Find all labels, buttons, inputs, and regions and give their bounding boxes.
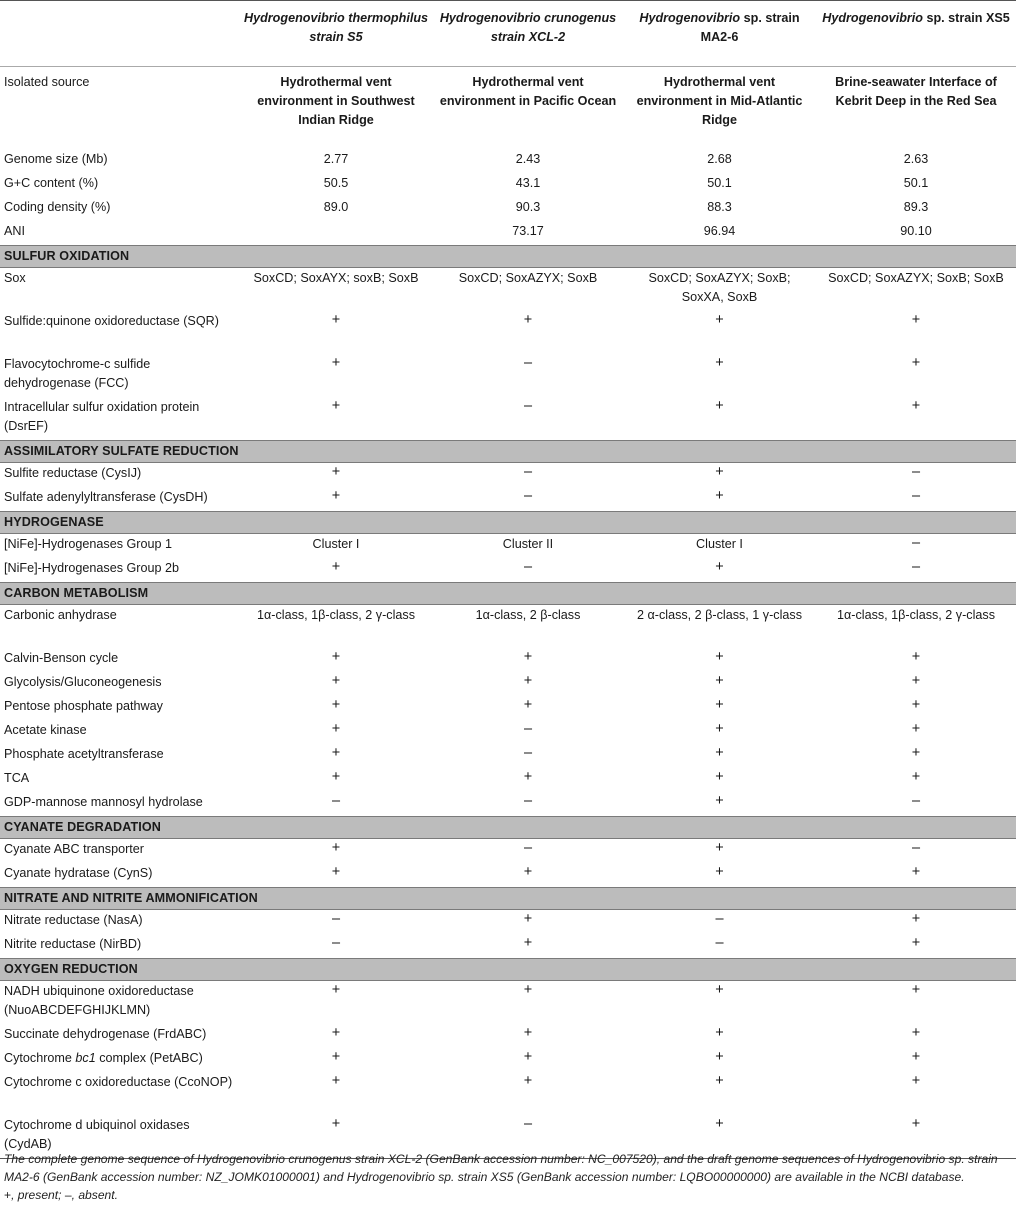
row-label: [NiFe]-Hydrogenases Group 2b	[4, 561, 179, 575]
row-label: Calvin-Benson cycle	[4, 651, 119, 665]
source-c1: Hydrothermal vent environment in Southwest Indian Ridge	[257, 75, 415, 127]
row-label: Cytochrome bc1 complex (PetABC)	[4, 1051, 203, 1065]
value-cell: +	[331, 1073, 341, 1089]
value-cell: +	[715, 1073, 724, 1089]
value-cell: +	[715, 745, 724, 761]
value-cell: +	[715, 649, 724, 665]
section-title: HYDROGENASE	[0, 512, 1016, 534]
value-cell: +	[911, 649, 921, 665]
row-label: Cytochrome c oxidoreductase (CcoNOP)	[4, 1075, 233, 1089]
value-cell: SoxCD; SoxAZYX; SoxB; SoxB	[828, 271, 1004, 285]
value-cell: +	[715, 982, 724, 998]
value-cell: 2.77	[323, 152, 349, 166]
value-cell: +	[911, 935, 921, 951]
row-label: Cyanate ABC transporter	[4, 842, 145, 856]
row-label: Phosphate acetyltransferase	[4, 747, 164, 761]
row-label: Succinate dehydrogenase (FrdABC)	[4, 1027, 207, 1041]
legend-minus-text: , absent.	[71, 1188, 118, 1202]
section-title: OXYGEN REDUCTION	[0, 959, 1016, 981]
general-rows	[0, 149, 1016, 246]
row-label: Cyanate hydratase (CynS)	[4, 866, 153, 880]
table-row	[0, 534, 1016, 559]
row-label: GDP-mannose mannosyl hydrolase	[4, 795, 203, 809]
table-row	[0, 558, 1016, 583]
value-cell: +	[911, 673, 921, 689]
row-label: Sulfite reductase (CysIJ)	[4, 466, 142, 480]
row-label: Glycolysis/Gluconeogenesis	[4, 675, 162, 689]
header-col1: Hydrogenovibrio thermophilus strain S5	[239, 1, 433, 67]
table-row	[0, 910, 1016, 935]
value-cell: +	[715, 697, 724, 713]
section-title: CARBON METABOLISM	[0, 583, 1016, 605]
value-cell: +	[911, 1073, 921, 1089]
value-cell: +	[331, 864, 341, 880]
table-row	[0, 863, 1016, 888]
table-row	[0, 696, 1016, 720]
row-label: Intracellular sulfur oxidation protein (DsrEF)	[4, 400, 200, 433]
section-title: ASSIMILATORY SULFATE REDUCTION	[0, 441, 1016, 463]
value-cell: +	[331, 673, 341, 689]
table-row	[0, 1024, 1016, 1048]
table-row	[0, 839, 1016, 864]
table-row	[0, 934, 1016, 959]
value-cell: –	[911, 535, 921, 551]
value-cell: +	[331, 840, 341, 856]
table-row	[0, 605, 1016, 649]
value-cell: –	[331, 911, 341, 927]
value-cell: –	[523, 793, 533, 809]
table-row	[0, 397, 1016, 441]
value-cell: –	[433, 1115, 623, 1159]
value-cell: +	[523, 982, 533, 998]
value-cell: –	[523, 745, 533, 761]
value-cell: +	[523, 1049, 533, 1065]
value-cell: +	[523, 911, 533, 927]
value-cell: –	[523, 464, 533, 480]
value-cell: 2.43	[515, 152, 541, 166]
row-label: Nitrate reductase (NasA)	[4, 913, 143, 927]
value-cell: +	[715, 312, 724, 328]
value-cell: 73.17	[512, 224, 544, 238]
section-header	[0, 959, 1016, 981]
row-label: [NiFe]-Hydrogenases Group 1	[4, 537, 172, 551]
value-cell: –	[911, 488, 921, 504]
table-row	[0, 221, 1016, 246]
row-label: Flavocytochrome-c sulfide dehydrogenase (FCC)	[4, 357, 151, 390]
row-label: Sox	[4, 271, 26, 285]
value-cell: +	[911, 769, 921, 785]
table-row	[0, 981, 1016, 1025]
value-cell: 2.68	[707, 152, 732, 166]
value-cell: –	[523, 559, 533, 575]
section-title: CYANATE DEGRADATION	[0, 817, 1016, 839]
value-cell: +	[715, 864, 724, 880]
value-cell: +	[523, 312, 533, 328]
value-cell: +	[911, 1025, 921, 1041]
value-cell: +	[715, 355, 724, 371]
source-c2: Hydrothermal vent environment in Pacific Ocean	[439, 75, 617, 108]
value-cell: –	[523, 355, 533, 371]
row-label: ANI	[4, 224, 25, 238]
table-row	[0, 720, 1016, 744]
value-cell: 1α-class, 1β-class, 2 γ-class	[257, 608, 415, 622]
table-row	[0, 744, 1016, 768]
value-cell: +	[715, 1025, 724, 1041]
value-cell: 1α-class, 2 β-class	[475, 608, 581, 622]
value-cell: +	[816, 1115, 1016, 1159]
value-cell: +	[331, 355, 341, 371]
table-footnote	[4, 1150, 1010, 1204]
value-cell: 96.94	[703, 224, 736, 238]
nitrate-nitrite-ammonification-section	[0, 888, 1016, 959]
value-cell: –	[911, 464, 921, 480]
value-cell: +	[331, 649, 341, 665]
value-cell: +	[911, 745, 921, 761]
legend-plus: +	[4, 1188, 12, 1202]
value-cell: +	[331, 769, 341, 785]
value-cell: +	[911, 1049, 921, 1065]
value-cell: +	[331, 697, 341, 713]
row-label: Cytochrome d ubiquinol oxidases (CydAB)	[0, 1115, 239, 1159]
value-cell: +	[331, 464, 341, 480]
value-cell: 89.3	[903, 200, 929, 214]
row-label: TCA	[4, 771, 30, 785]
value-cell: +	[523, 935, 533, 951]
header-col3: Hydrogenovibrio sp. strain MA2-6	[623, 1, 816, 67]
row-label: NADH ubiquinone oxidoreductase (NuoABCDEFGHIJKLMN)	[4, 984, 194, 1017]
row-label: Pentose phosphate pathway	[4, 699, 163, 713]
value-cell: –	[911, 840, 921, 856]
value-cell: +	[715, 769, 724, 785]
value-cell: +	[911, 982, 921, 998]
table-row	[0, 173, 1016, 197]
value-cell: +	[523, 673, 533, 689]
table-row	[0, 149, 1016, 173]
row-label: Coding density (%)	[4, 200, 111, 214]
value-cell: –	[523, 721, 533, 737]
header-col2: Hydrogenovibrio crunogenus strain XCL-2	[433, 1, 623, 67]
value-cell: +	[623, 1115, 816, 1159]
value-cell: +	[523, 649, 533, 665]
value-cell: +	[331, 1049, 341, 1065]
value-cell: +	[715, 840, 724, 856]
value-cell: +	[715, 559, 724, 575]
value-cell: +	[523, 864, 533, 880]
row-label: Nitrite reductase (NirBD)	[4, 937, 142, 951]
value-cell	[239, 221, 433, 246]
value-cell: 90.10	[900, 224, 932, 238]
value-cell: +	[911, 355, 921, 371]
legend-plus-text: , present;	[11, 1188, 65, 1202]
table-row	[0, 672, 1016, 696]
sulfur-oxidation-section	[0, 246, 1016, 441]
value-cell: +	[715, 721, 724, 737]
section-header	[0, 583, 1016, 605]
table-row	[0, 1072, 1016, 1115]
source-c4: Brine-seawater Interface of Kebrit Deep in the Red Sea	[835, 75, 997, 108]
section-header	[0, 512, 1016, 534]
section-title: SULFUR OXIDATION	[0, 246, 1016, 268]
value-cell: +	[911, 864, 921, 880]
hydrogenase-section	[0, 512, 1016, 583]
value-cell: +	[331, 559, 341, 575]
value-cell: 90.3	[515, 200, 541, 214]
value-cell: –	[715, 911, 724, 927]
section-header	[0, 888, 1016, 910]
value-cell: +	[715, 1049, 724, 1065]
value-cell: +	[715, 398, 724, 414]
section-header	[0, 246, 1016, 268]
value-cell: +	[523, 1025, 533, 1041]
value-cell: 43.1	[515, 176, 541, 190]
table-row	[0, 197, 1016, 221]
cyanate-degradation-section	[0, 817, 1016, 888]
value-cell: 1α-class, 1β-class, 2 γ-class	[837, 608, 995, 622]
section-header	[0, 441, 1016, 463]
value-cell: 88.3	[707, 200, 732, 214]
footnote-text: The complete genome sequence of Hydrogenovibrio crunogenus strain XCL-2 (GenBank accession number: NC_007520), and the draft genome sequences of Hydrogenovibrio sp. strain MA2-6 (GenBank accession number: NZ_JOMK01000001) and Hydrogenovibrio sp. strain XS5 (GenBank accession number: LQBO00000000) are available in the NCBI database.	[4, 1152, 998, 1184]
value-cell: SoxCD; SoxAZYX; SoxB; SoxXA, SoxB	[648, 271, 791, 304]
value-cell: +	[911, 721, 921, 737]
table-row	[0, 463, 1016, 488]
value-cell: SoxCD; SoxAZYX; SoxB	[458, 271, 598, 285]
value-cell: 2.63	[903, 152, 929, 166]
header-row	[0, 1, 1016, 67]
value-cell: +	[715, 464, 724, 480]
value-cell: +	[523, 697, 533, 713]
value-cell: Cluster I	[696, 537, 743, 551]
table-row	[0, 1048, 1016, 1072]
value-cell: 89.0	[323, 200, 349, 214]
assimilatory-sulfate-reduction-section	[0, 441, 1016, 512]
table-row	[0, 792, 1016, 817]
header-empty	[0, 1, 239, 67]
isolated-source-row	[0, 67, 1016, 150]
section-header	[0, 817, 1016, 839]
value-cell: –	[911, 793, 921, 809]
value-cell: +	[523, 769, 533, 785]
value-cell: +	[911, 312, 921, 328]
value-cell: +	[715, 793, 724, 809]
value-cell: +	[911, 911, 921, 927]
value-cell: 50.1	[707, 176, 732, 190]
value-cell: –	[911, 559, 921, 575]
row-label: G+C content (%)	[4, 176, 99, 190]
table-row	[0, 311, 1016, 354]
carbon-metabolism-section	[0, 583, 1016, 817]
value-cell: –	[523, 488, 533, 504]
value-cell: +	[911, 697, 921, 713]
row-label: Acetate kinase	[4, 723, 87, 737]
section-title: NITRATE AND NITRITE AMMONIFICATION	[0, 888, 1016, 910]
value-cell: –	[523, 840, 533, 856]
value-cell: +	[331, 745, 341, 761]
value-cell: +	[523, 1073, 533, 1089]
row-label: Sulfate adenylyltransferase (CysDH)	[4, 490, 208, 504]
value-cell: +	[715, 673, 724, 689]
table-row	[0, 487, 1016, 512]
value-cell: +	[331, 1025, 341, 1041]
table-row	[0, 268, 1016, 312]
value-cell: –	[523, 398, 533, 414]
value-cell: 50.5	[323, 176, 349, 190]
row-label: Genome size (Mb)	[4, 152, 108, 166]
value-cell: –	[331, 793, 341, 809]
row-label: Carbonic anhydrase	[4, 608, 117, 622]
value-cell: +	[331, 398, 341, 414]
value-cell: 50.1	[903, 176, 929, 190]
value-cell: 2 α-class, 2 β-class, 1 γ-class	[637, 608, 802, 622]
header-col4: Hydrogenovibrio sp. strain XS5	[816, 1, 1016, 67]
value-cell: +	[331, 721, 341, 737]
value-cell: +	[911, 398, 921, 414]
table-row	[0, 768, 1016, 792]
value-cell: –	[715, 935, 724, 951]
value-cell: +	[331, 312, 341, 328]
value-cell: Cluster I	[312, 537, 360, 551]
table-row	[0, 648, 1016, 672]
value-cell: +	[239, 1115, 433, 1159]
value-cell: +	[331, 982, 341, 998]
oxygen-reduction-section	[0, 959, 1016, 1159]
row-label: Sulfide:quinone oxidoreductase (SQR)	[4, 314, 219, 328]
value-cell: +	[331, 488, 341, 504]
value-cell: Cluster II	[502, 537, 554, 551]
value-cell: SoxCD; SoxAYX; soxB; SoxB	[253, 271, 419, 285]
table-row	[0, 354, 1016, 397]
value-cell: +	[715, 488, 724, 504]
value-cell: –	[331, 935, 341, 951]
row-label: Isolated source	[4, 75, 90, 89]
legend-minus: –	[64, 1188, 72, 1202]
source-c3: Hydrothermal vent environment in Mid-Atlantic Ridge	[636, 75, 803, 127]
